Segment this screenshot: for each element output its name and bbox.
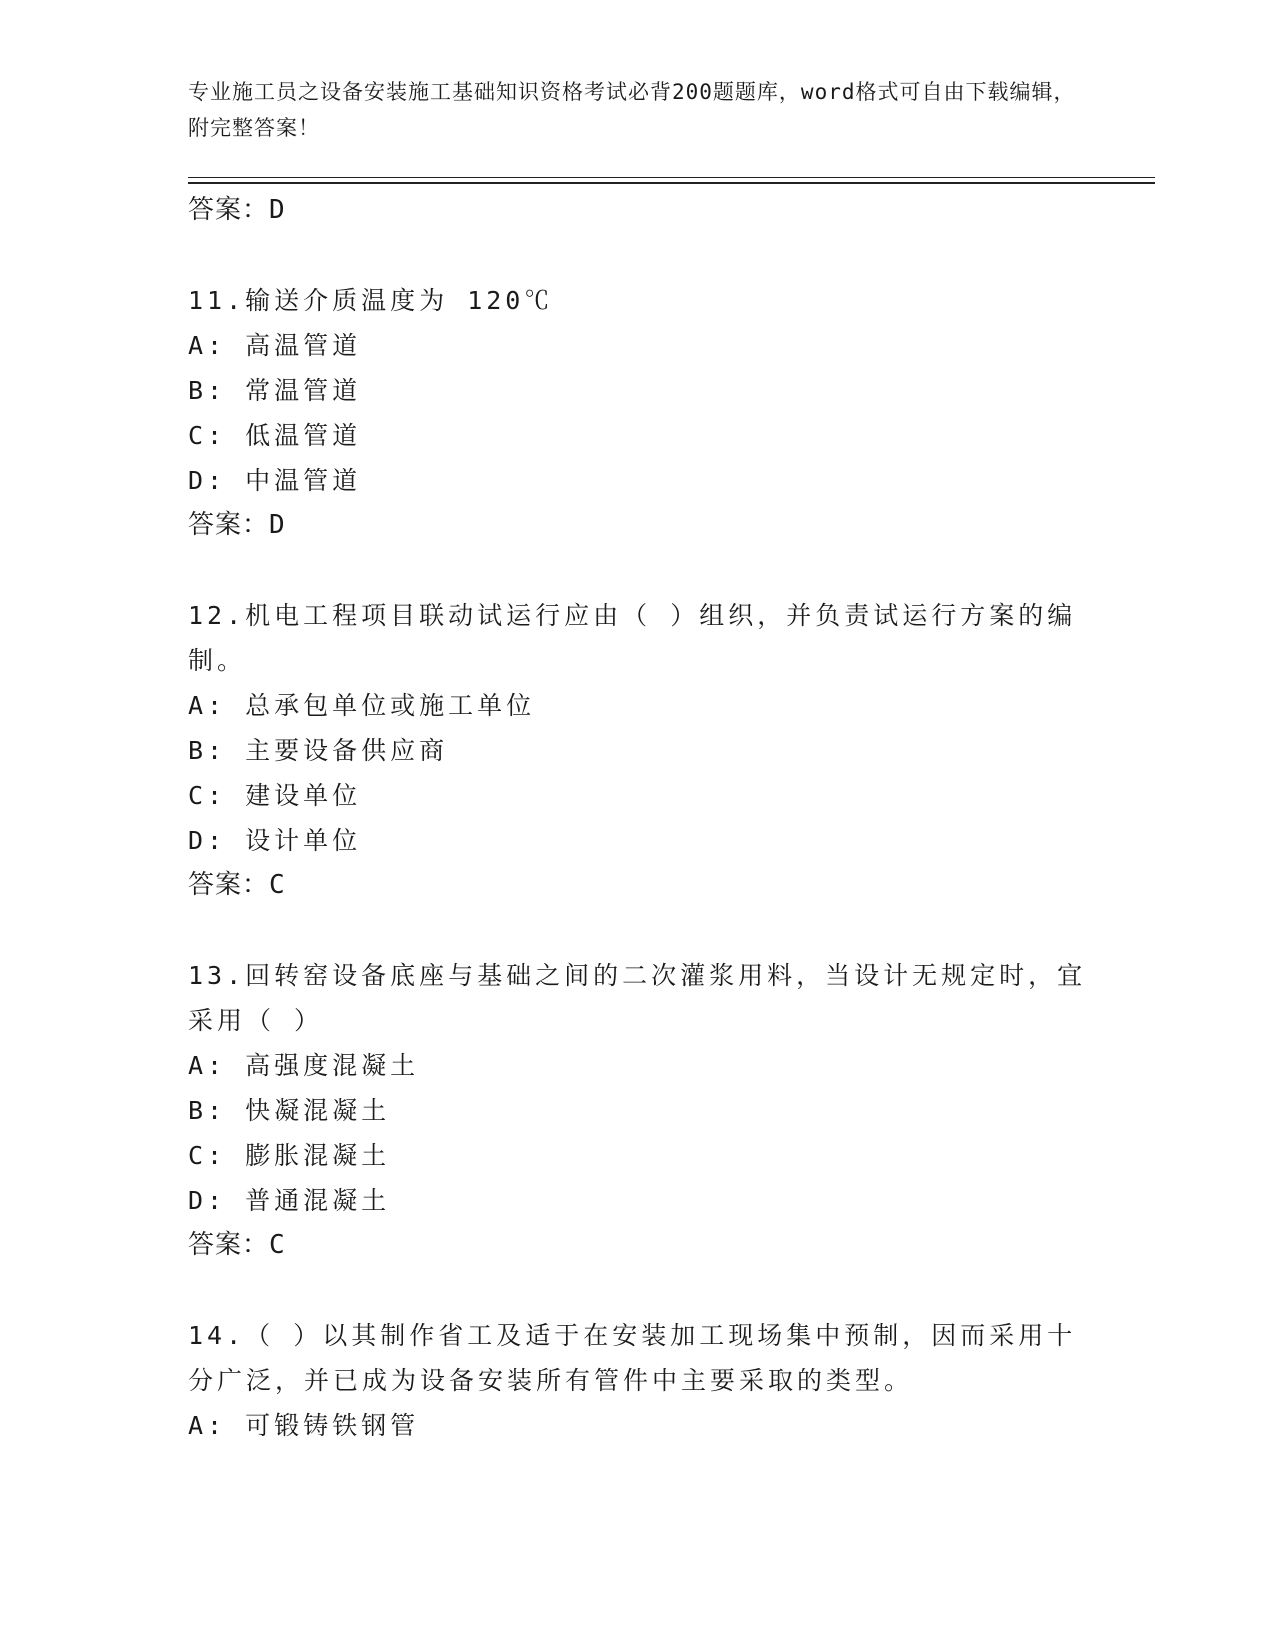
question-list	[188, 188, 1088, 1448]
answer-value: D	[269, 195, 286, 225]
option-c: C: 建设单位	[188, 781, 362, 810]
answer-label: 答案：	[188, 870, 270, 900]
answer-label: 答案：	[188, 1230, 270, 1260]
spacer	[188, 1268, 1088, 1313]
option-c: C: 膨胀混凝土	[188, 1141, 391, 1170]
question-item	[188, 1313, 1088, 1448]
question-stem: 11.输送介质温度为 120℃	[188, 286, 554, 315]
spacer	[188, 548, 1088, 593]
question-item	[188, 593, 1088, 908]
header-text: 专业施工员之设备安装施工基础知识资格考试必背200题题库，word格式可自由下载编辑，附完整答案！	[188, 80, 1076, 140]
option-d: D: 普通混凝土	[188, 1186, 391, 1215]
answer-value: C	[269, 1230, 286, 1260]
answer-label: 答案：	[188, 510, 270, 540]
answer-value: C	[269, 870, 286, 900]
question-stem: 13.回转窑设备底座与基础之间的二次灌浆用料，当设计无规定时，宜采用（ ）	[188, 961, 1087, 1035]
option-a: A: 高温管道	[188, 331, 362, 360]
question-item	[188, 278, 1088, 548]
answer-value: D	[269, 510, 286, 540]
option-c: C: 低温管道	[188, 421, 362, 450]
question-item	[188, 953, 1088, 1268]
question-stem: 12.机电工程项目联动试运行应由（ ）组织，并负责试运行方案的编制。	[188, 601, 1077, 675]
option-b: B: 常温管道	[188, 376, 362, 405]
answer-line	[188, 1223, 1088, 1268]
option-b: B: 快凝混凝土	[188, 1096, 391, 1125]
answer-line	[188, 503, 1088, 548]
option-d: D: 中温管道	[188, 466, 362, 495]
spacer	[188, 233, 1088, 278]
question-stem: 14.（ ）以其制作省工及适于在安装加工现场集中预制，因而采用十分广泛，并已成为设备安装所有管件中主要采取的类型。	[188, 1321, 1077, 1395]
document-header	[188, 74, 1088, 146]
option-a: A: 可锻铸铁钢管	[188, 1411, 420, 1440]
header-divider-thick	[188, 182, 1155, 184]
option-a: A: 总承包单位或施工单位	[188, 691, 536, 720]
answer-line	[188, 863, 1088, 908]
answer-line	[188, 188, 1088, 233]
option-d: D: 设计单位	[188, 826, 362, 855]
option-b: B: 主要设备供应商	[188, 736, 449, 765]
option-a: A: 高强度混凝土	[188, 1051, 420, 1080]
spacer	[188, 908, 1088, 953]
header-divider-thin	[188, 177, 1155, 178]
answer-label: 答案：	[188, 195, 270, 225]
